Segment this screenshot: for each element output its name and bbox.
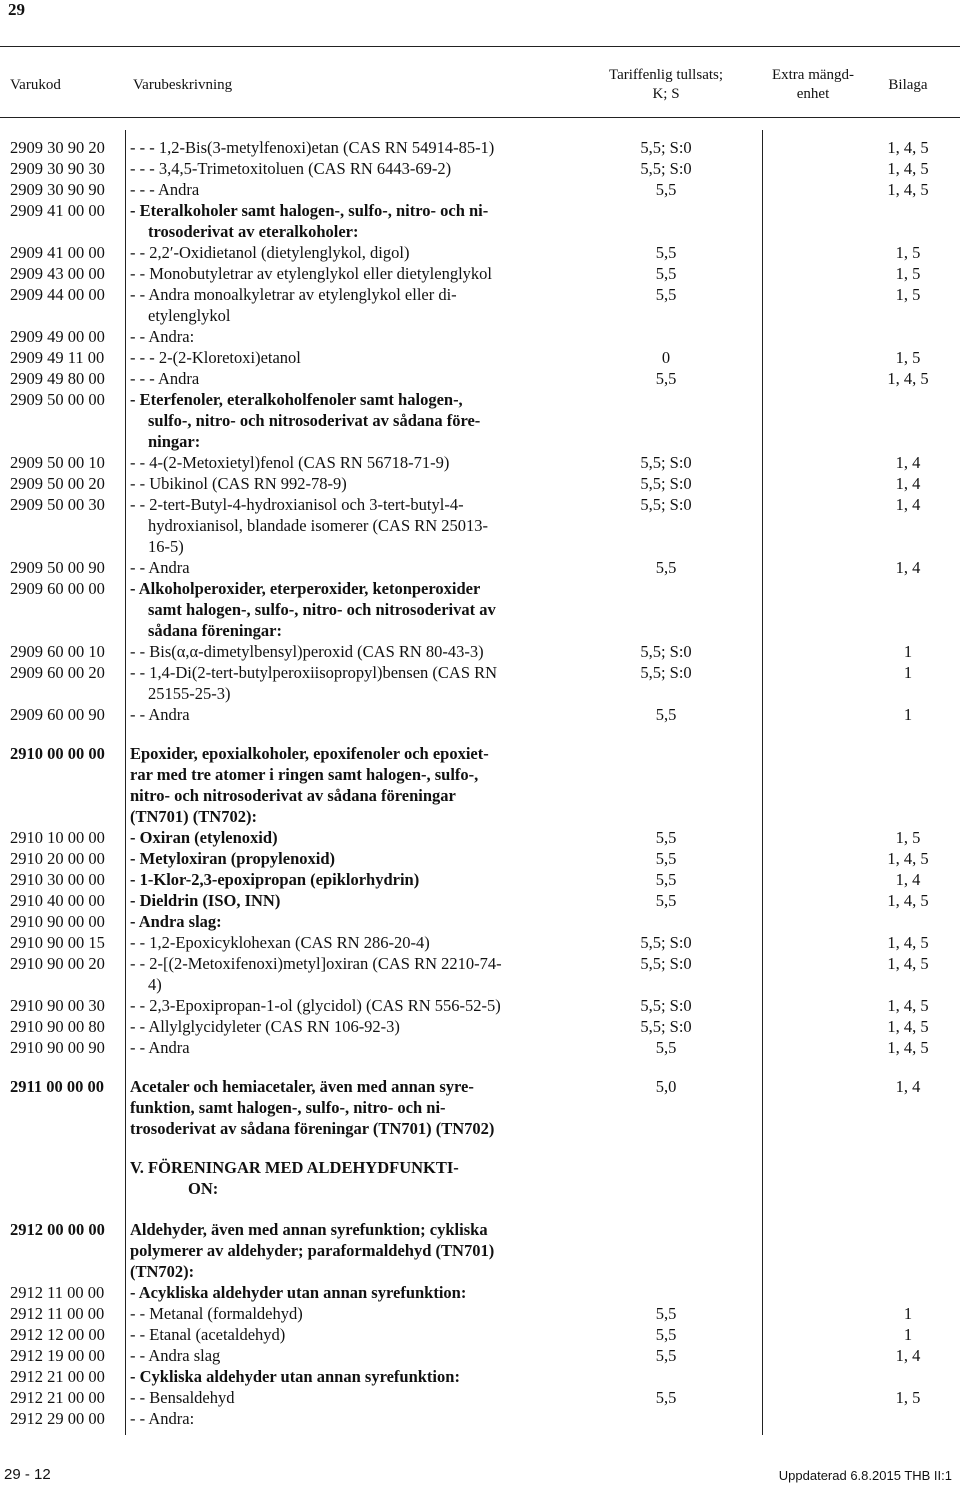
- header-tariff-line1: Tariffenlig tullsats;: [608, 67, 724, 83]
- description: [130, 1345, 562, 1366]
- tariff-rate: 5,5: [655, 1388, 677, 1407]
- tariff-rate: 5,5: [655, 264, 677, 283]
- tariff-code: 2912 11 00 00: [10, 1283, 105, 1302]
- tariff-rate: 5,5: [655, 180, 677, 199]
- description-line: - Alkoholperoxider, eterperoxider, ketonperoxider: [130, 579, 481, 598]
- bilaga-value: 1, 5: [895, 348, 921, 367]
- tariff-rate: 5,5; S:0: [640, 1017, 692, 1036]
- description: [130, 869, 562, 890]
- description-line: - - Bensaldehyd: [130, 1388, 235, 1407]
- tariff-rate: 5,5; S:0: [640, 933, 692, 952]
- description-line: hydroxianisol, blandade isomerer (CAS RN 25013-: [148, 516, 489, 535]
- tariff-code: 2909 50 00 10: [10, 453, 105, 472]
- description-line: (TN701) (TN702):: [130, 807, 257, 826]
- description-line: Acetaler och hemiacetaler, även med annan syre-: [130, 1077, 474, 1096]
- description: [130, 1219, 562, 1282]
- description-line: polymerer av aldehyder; paraformaldehyd (TN701): [130, 1241, 495, 1260]
- bilaga-value: 1, 5: [895, 243, 921, 262]
- tariff-rate: 5,5; S:0: [640, 495, 692, 514]
- bilaga-value: 1, 4: [895, 495, 921, 514]
- bilaga-value: 1, 4: [895, 1346, 921, 1365]
- bilaga-value: 1: [903, 642, 913, 661]
- description-line: 4): [148, 975, 162, 994]
- tariff-code: 2912 29 00 00: [10, 1409, 105, 1428]
- tariff-code: 2909 41 00 00: [10, 243, 105, 262]
- description: [130, 242, 562, 263]
- description: [130, 1387, 562, 1408]
- description-line: trosoderivat av eteralkoholer:: [148, 222, 359, 241]
- bilaga-value: 1, 5: [895, 828, 921, 847]
- tariff-code: 2911 00 00 00: [10, 1077, 104, 1096]
- tariff-rate: 5,5; S:0: [640, 159, 692, 178]
- tariff-code: 2910 90 00 00: [10, 912, 105, 931]
- tariff-code: 2910 90 00 30: [10, 996, 105, 1015]
- description: [130, 1282, 562, 1303]
- description-line: - - Allylglycidyleter (CAS RN 106-92-3): [130, 1017, 400, 1036]
- description-line: - Cykliska aldehyder utan annan syrefunktion:: [130, 1367, 460, 1386]
- tariff-code: 2909 44 00 00: [10, 285, 105, 304]
- tariff-code: 2909 49 80 00: [10, 369, 105, 388]
- description: [130, 389, 562, 452]
- tariff-rate: 0: [661, 348, 671, 367]
- description-line: - Eterfenoler, eteralkoholfenoler samt halogen-,: [130, 390, 463, 409]
- tariff-code: 2910 90 00 80: [10, 1017, 105, 1036]
- page-number: 29: [8, 0, 25, 19]
- description-line: 16-5): [148, 537, 184, 556]
- description: [130, 911, 562, 932]
- tariff-code: 2909 49 11 00: [10, 348, 105, 367]
- tariff-code: 2909 41 00 00: [10, 201, 105, 220]
- description: [130, 641, 562, 662]
- description-line: etylenglykol: [148, 306, 231, 325]
- bilaga-value: 1, 4, 5: [887, 369, 929, 388]
- tariff-rate: 5,5: [655, 1325, 677, 1344]
- tariff-code: 2910 10 00 00: [10, 828, 105, 847]
- header-extra-line2: enhet: [796, 86, 830, 102]
- description: [130, 1016, 562, 1037]
- header-extra-unit: [758, 66, 868, 104]
- tariff-code: 2910 90 00 20: [10, 954, 105, 973]
- tariff-rate: 5,5: [655, 558, 677, 577]
- tariff-rate: 5,5: [655, 1346, 677, 1365]
- header-description: Varubeskrivning: [133, 77, 233, 93]
- tariff-rate: 5,5; S:0: [640, 642, 692, 661]
- description-line: - - 2,2′-Oxidietanol (dietylenglykol, digol): [130, 243, 410, 262]
- description: [130, 704, 562, 725]
- description-line: - Eteralkoholer samt halogen-, sulfo-, nitro- och ni-: [130, 201, 489, 220]
- tariff-rate: 5,0: [655, 1077, 677, 1096]
- description-line: - - 1,4-Di(2-tert-butylperoxiisopropyl)bensen (CAS RN: [130, 663, 498, 682]
- description-line: - - - 1,2-Bis(3-metylfenoxi)etan (CAS RN 54914-85-1): [130, 138, 495, 157]
- description-line: - - Metanal (formaldehyd): [130, 1304, 303, 1323]
- description: [130, 1408, 562, 1429]
- tariff-code: 2909 60 00 20: [10, 663, 105, 682]
- tariff-code: 2909 60 00 00: [10, 579, 105, 598]
- header-rule-bottom: [0, 117, 960, 118]
- tariff-code: 2910 90 00 90: [10, 1038, 105, 1057]
- description-line: - - 2-tert-Butyl-4-hydroxianisol och 3-tert-butyl-4-: [130, 495, 464, 514]
- bilaga-value: 1, 4, 5: [887, 159, 929, 178]
- description-line: ningar:: [148, 432, 201, 451]
- footer-page-ref: 29 - 12: [4, 1466, 51, 1483]
- description: [130, 578, 562, 641]
- description-line: sulfo-, nitro- och nitrosoderivat av sådana före-: [148, 411, 481, 430]
- description-line: Epoxider, epoxialkoholer, epoxifenoler och epoxiet-: [130, 744, 489, 763]
- description-line: trosoderivat av sådana föreningar (TN701) (TN702): [130, 1119, 495, 1138]
- description: [130, 1076, 562, 1139]
- tariff-code: 2909 30 90 20: [10, 138, 105, 157]
- tariff-code: 2910 30 00 00: [10, 870, 105, 889]
- description-line: sådana föreningar:: [148, 621, 282, 640]
- description: [130, 326, 562, 347]
- tariff-rate: 5,5: [655, 828, 677, 847]
- bilaga-value: 1, 4, 5: [887, 138, 929, 157]
- description-line: - - Andra:: [130, 327, 195, 346]
- tariff-code: 2909 50 00 90: [10, 558, 105, 577]
- bilaga-value: 1, 4: [895, 558, 921, 577]
- header-tariff-line2: K; S: [652, 86, 680, 102]
- description-line: - - Andra slag: [130, 1346, 221, 1365]
- description: [130, 284, 562, 326]
- description: [130, 1303, 562, 1324]
- tariff-rate: 5,5: [655, 243, 677, 262]
- description: [130, 1037, 562, 1058]
- description: [130, 452, 562, 473]
- tariff-rate: 5,5; S:0: [640, 474, 692, 493]
- description: [130, 890, 562, 911]
- bilaga-value: 1, 4: [895, 474, 921, 493]
- bilaga-value: 1: [903, 663, 913, 682]
- tariff-rate: 5,5; S:0: [640, 138, 692, 157]
- description-line: - - Andra: [130, 558, 190, 577]
- description-line: - Oxiran (etylenoxid): [130, 828, 278, 847]
- tariff-code: 2909 30 90 90: [10, 180, 105, 199]
- bilaga-value: 1, 5: [895, 264, 921, 283]
- description-line: Aldehyder, även med annan syrefunktion; cykliska: [130, 1220, 488, 1239]
- description-line: ON:: [188, 1179, 219, 1198]
- description: [130, 263, 562, 284]
- description: [130, 1366, 562, 1387]
- bilaga-value: 1, 4: [895, 453, 921, 472]
- tariff-code: 2910 20 00 00: [10, 849, 105, 868]
- header-tariff: [596, 66, 736, 104]
- tariff-code: 2909 49 00 00: [10, 327, 105, 346]
- description-line: rar med tre atomer i ringen samt halogen-, sulfo-,: [130, 765, 479, 784]
- bilaga-value: 1, 4, 5: [887, 996, 929, 1015]
- footer-updated: Uppdaterad 6.8.2015 THB II:1: [778, 1468, 952, 1483]
- tariff-rate: 5,5: [655, 849, 677, 868]
- tariff-code: 2912 21 00 00: [10, 1388, 105, 1407]
- bilaga-value: 1, 4, 5: [887, 180, 929, 199]
- tariff-rate: 5,5: [655, 1038, 677, 1057]
- tariff-code: 2912 19 00 00: [10, 1346, 105, 1365]
- tariff-code: 2912 12 00 00: [10, 1325, 105, 1344]
- description: [130, 848, 562, 869]
- description-line: - - - 3,4,5-Trimetoxitoluen (CAS RN 6443-69-2): [130, 159, 452, 178]
- description: [130, 137, 562, 158]
- description: [130, 1157, 562, 1199]
- tariff-rate: 5,5: [655, 891, 677, 910]
- bilaga-value: 1, 4, 5: [887, 891, 929, 910]
- description-line: nitro- och nitrosoderivat av sådana föreningar: [130, 786, 456, 805]
- description-line: - 1-Klor-2,3-epoxipropan (epiklorhydrin): [130, 870, 420, 889]
- bilaga-value: 1, 4, 5: [887, 933, 929, 952]
- tariff-code: 2909 50 00 00: [10, 390, 105, 409]
- tariff-code: 2909 50 00 30: [10, 495, 105, 514]
- description: [130, 953, 562, 995]
- description: [130, 995, 562, 1016]
- tariff-rate: 5,5; S:0: [640, 954, 692, 973]
- tariff-code: 2910 90 00 15: [10, 933, 105, 952]
- description-line: (TN702):: [130, 1262, 195, 1281]
- description-line: - - Etanal (acetaldehyd): [130, 1325, 286, 1344]
- description-line: - - - Andra: [130, 369, 200, 388]
- tariff-code: 2909 50 00 20: [10, 474, 105, 493]
- description: [130, 368, 562, 389]
- description-line: samt halogen-, sulfo-, nitro- och nitrosoderivat av: [148, 600, 496, 619]
- description-line: funktion, samt halogen-, sulfo-, nitro- och ni-: [130, 1098, 446, 1117]
- tariff-code: 2910 00 00 00: [10, 744, 105, 763]
- description-line: - - Andra: [130, 1038, 190, 1057]
- bilaga-value: 1, 4: [895, 1077, 921, 1096]
- description-line: - - - 2-(2-Kloretoxi)etanol: [130, 348, 301, 367]
- tariff-rate: 5,5: [655, 705, 677, 724]
- header-code: Varukod: [10, 77, 61, 93]
- bilaga-value: 1, 5: [895, 1388, 921, 1407]
- description: [130, 557, 562, 578]
- description: [130, 179, 562, 200]
- tariff-rate: 5,5: [655, 870, 677, 889]
- description: [130, 932, 562, 953]
- tariff-code: 2912 21 00 00: [10, 1367, 105, 1386]
- tariff-code: 2910 40 00 00: [10, 891, 105, 910]
- description-line: - - 4-(2-Metoxietyl)fenol (CAS RN 56718-71-9): [130, 453, 450, 472]
- description: [130, 1324, 562, 1345]
- tariff-code: 2909 43 00 00: [10, 264, 105, 283]
- header-bilaga: Bilaga: [888, 77, 928, 93]
- tariff-rate: 5,5; S:0: [640, 453, 692, 472]
- column-divider-code: [125, 130, 126, 1435]
- tariff-rate: 5,5: [655, 369, 677, 388]
- description: [130, 347, 562, 368]
- description: [130, 827, 562, 848]
- header-extra-line1: Extra mängd-: [771, 67, 855, 83]
- bilaga-value: 1, 4: [895, 870, 921, 889]
- bilaga-value: 1, 4, 5: [887, 849, 929, 868]
- description-line: - Dieldrin (ISO, INN): [130, 891, 281, 910]
- tariff-rate: 5,5: [655, 1304, 677, 1323]
- header-rule-top: [0, 46, 960, 47]
- description-line: 25155-25-3): [148, 684, 231, 703]
- description: [130, 494, 562, 557]
- description-line: - - Monobutyletrar av etylenglykol eller dietylenglykol: [130, 264, 492, 283]
- bilaga-value: 1: [903, 1304, 913, 1323]
- description-line: - - Ubikinol (CAS RN 992-78-9): [130, 474, 347, 493]
- bilaga-value: 1, 5: [895, 285, 921, 304]
- description: [130, 662, 562, 704]
- tariff-code: 2909 60 00 90: [10, 705, 105, 724]
- tariff-code: 2912 00 00 00: [10, 1220, 105, 1239]
- tariff-rate: 5,5: [655, 285, 677, 304]
- bilaga-value: 1: [903, 705, 913, 724]
- column-divider-extra: [762, 130, 763, 1435]
- description-line: - - Bis(α,α-dimetylbensyl)peroxid (CAS RN 80-43-3): [130, 642, 484, 661]
- bilaga-value: 1: [903, 1325, 913, 1344]
- description-line: - - 2-[(2-Metoxifenoxi)metyl]oxiran (CAS RN 2210-74-: [130, 954, 502, 973]
- description-line: - Andra slag:: [130, 912, 222, 931]
- tariff-code: 2912 11 00 00: [10, 1304, 105, 1323]
- description-line: - Acykliska aldehyder utan annan syrefunktion:: [130, 1283, 467, 1302]
- tariff-code: 2909 60 00 10: [10, 642, 105, 661]
- description-line: - - Andra: [130, 705, 190, 724]
- description: [130, 200, 562, 242]
- bilaga-value: 1, 4, 5: [887, 954, 929, 973]
- description-line: - Metyloxiran (propylenoxid): [130, 849, 336, 868]
- bilaga-value: 1, 4, 5: [887, 1017, 929, 1036]
- description: [130, 743, 562, 827]
- description-line: - - 1,2-Epoxicyklohexan (CAS RN 286-20-4): [130, 933, 430, 952]
- description-line: - - Andra:: [130, 1409, 195, 1428]
- description-line: - - 2,3-Epoxipropan-1-ol (glycidol) (CAS RN 556-52-5): [130, 996, 501, 1015]
- description-line: - - Andra monoalkyletrar av etylenglykol eller di-: [130, 285, 457, 304]
- bilaga-value: 1, 4, 5: [887, 1038, 929, 1057]
- tariff-rate: 5,5; S:0: [640, 996, 692, 1015]
- description-line: - - - Andra: [130, 180, 200, 199]
- tariff-rate: 5,5; S:0: [640, 663, 692, 682]
- description: [130, 473, 562, 494]
- description-line: V. FÖRENINGAR MED ALDEHYDFUNKTI-: [130, 1158, 459, 1177]
- tariff-code: 2909 30 90 30: [10, 159, 105, 178]
- description: [130, 158, 562, 179]
